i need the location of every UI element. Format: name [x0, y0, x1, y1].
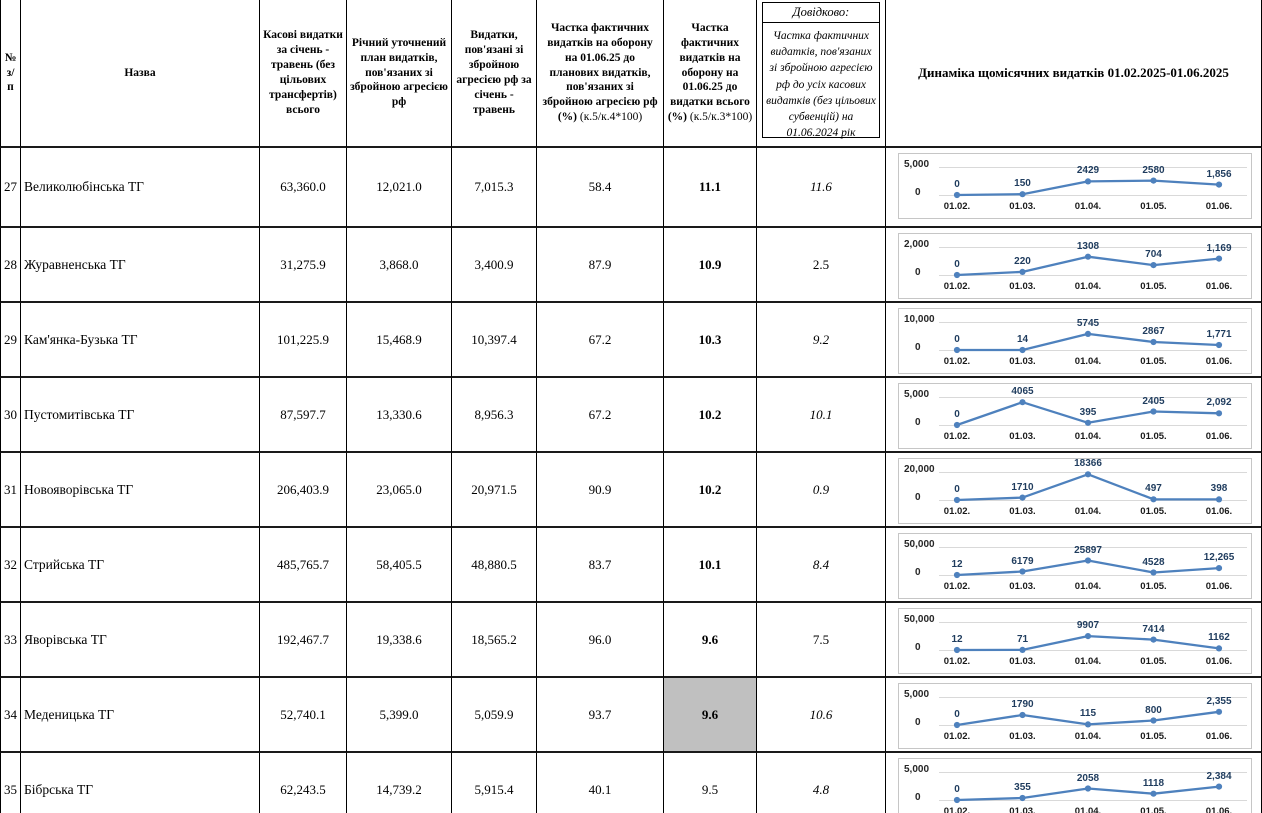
sparkline-chart: 2,000 0 0 220 1308 704 1,169 01.02. 01.03. 01.04. 01.05. 01.06. — [898, 233, 1252, 299]
sparkline-cell — [886, 148, 1262, 228]
pct-of-total-value: 10.3 — [664, 303, 757, 378]
sparkline-chart: 5,000 0 0 4065 395 2405 2,092 01.02. 01.03. 01.04. 01.05. 01.06. — [898, 383, 1252, 449]
defense-expenditures-value: 7,015.3 — [452, 148, 537, 228]
defense-expenditures-value: 5,059.9 — [452, 678, 537, 753]
pct-of-plan-value: 90.9 — [537, 453, 664, 528]
sparkline-chart: 5,000 0 0 355 2058 1118 2,384 01.02. 01.03. 01.04. 01.05. 01.06. — [898, 758, 1252, 813]
sparkline-chart: 5,000 0 0 1790 115 800 2,355 01.02. 01.03. 01.04. 01.05. 01.06. — [898, 683, 1252, 749]
cash-total-value: 62,243.5 — [260, 753, 347, 813]
cash-total-value: 206,403.9 — [260, 453, 347, 528]
reference-box — [762, 2, 880, 138]
header-name: Назва — [21, 0, 260, 148]
header-annual-plan: Річний уточнений план видатків, пов'язаних зі збройною агресією рф — [347, 0, 452, 148]
sparkline-chart: 20,000 0 0 1710 18366 497 398 01.02. 01.03. 01.04. 01.05. 01.06. — [898, 458, 1252, 524]
pct-of-total-value: 10.1 — [664, 528, 757, 603]
reference-pct-value: 2.5 — [757, 228, 886, 303]
row-number: 27 — [0, 148, 21, 228]
defense-expenditures-value: 5,915.4 — [452, 753, 537, 813]
community-name: Яворівська ТГ — [21, 603, 260, 678]
header-row-number: № з/п — [0, 0, 21, 148]
row-number: 34 — [0, 678, 21, 753]
row-number: 32 — [0, 528, 21, 603]
community-name: Журавненська ТГ — [21, 228, 260, 303]
pct-of-total-value: 9.6 — [664, 603, 757, 678]
reference-pct-value: 11.6 — [757, 148, 886, 228]
annual-plan-value: 12,021.0 — [347, 148, 452, 228]
community-name: Кам'янка-Бузька ТГ — [21, 303, 260, 378]
row-number: 29 — [0, 303, 21, 378]
cash-total-value: 192,467.7 — [260, 603, 347, 678]
defense-expenditures-value: 3,400.9 — [452, 228, 537, 303]
annual-plan-value: 58,405.5 — [347, 528, 452, 603]
cash-total-value: 52,740.1 — [260, 678, 347, 753]
pct-of-plan-value: 83.7 — [537, 528, 664, 603]
row-number: 31 — [0, 453, 21, 528]
header-reference — [757, 0, 886, 148]
annual-plan-value: 14,739.2 — [347, 753, 452, 813]
sparkline-cell — [886, 603, 1262, 678]
pct-of-plan-value: 96.0 — [537, 603, 664, 678]
sparkline-chart: 5,000 0 0 150 2429 2580 1,856 01.02. 01.03. 01.04. 01.05. 01.06. — [898, 153, 1252, 219]
pct-of-total-value: 9.5 — [664, 753, 757, 813]
pct-of-plan-value: 58.4 — [537, 148, 664, 228]
header-pct-of-total — [664, 0, 757, 148]
community-name: Меденицька ТГ — [21, 678, 260, 753]
annual-plan-value: 15,468.9 — [347, 303, 452, 378]
header-pct-of-plan — [537, 0, 664, 148]
community-name: Стрийська ТГ — [21, 528, 260, 603]
pct-of-total-value: 10.2 — [664, 378, 757, 453]
row-number: 33 — [0, 603, 21, 678]
sparkline-chart: 50,000 0 12 6179 25897 4528 12,265 01.02. 01.03. 01.04. 01.05. 01.06. — [898, 533, 1252, 599]
cash-total-value: 101,225.9 — [260, 303, 347, 378]
sparkline-cell — [886, 453, 1262, 528]
reference-description: Частка фактичних видатків, пов'язаних зі збройною агресією рф до усіх касових видатків (без цільових субвенцій) на 01.06.2024 рік — [766, 30, 876, 139]
annual-plan-value: 13,330.6 — [347, 378, 452, 453]
row-number: 35 — [0, 753, 21, 813]
annual-plan-value: 23,065.0 — [347, 453, 452, 528]
cash-total-value: 31,275.9 — [260, 228, 347, 303]
pct-of-total-value: 9.6 — [664, 678, 757, 753]
annual-plan-value: 3,868.0 — [347, 228, 452, 303]
cash-total-value: 485,765.7 — [260, 528, 347, 603]
defense-expenditures-value: 48,880.5 — [452, 528, 537, 603]
header-pct-of-plan-formula: (к.5/к.4*100) — [579, 111, 643, 124]
header-pct-of-total-text: Частка фактичних видатків на оборону на 01.06.25 до видатки всього (%) — [667, 21, 750, 124]
cash-total-value: 87,597.7 — [260, 378, 347, 453]
reference-pct-value: 8.4 — [757, 528, 886, 603]
sparkline-cell — [886, 753, 1262, 813]
sparkline-chart: 10,000 0 0 14 5745 2867 1,771 01.02. 01.03. 01.04. 01.05. 01.06. — [898, 308, 1252, 374]
pct-of-plan-value: 67.2 — [537, 303, 664, 378]
cash-total-value: 63,360.0 — [260, 148, 347, 228]
pct-of-plan-value: 40.1 — [537, 753, 664, 813]
annual-plan-value: 5,399.0 — [347, 678, 452, 753]
annual-plan-value: 19,338.6 — [347, 603, 452, 678]
sparkline-chart: 50,000 0 12 71 9907 7414 1162 01.02. 01.03. 01.04. 01.05. 01.06. — [898, 608, 1252, 674]
reference-pct-value: 4.8 — [757, 753, 886, 813]
reference-pct-value: 10.6 — [757, 678, 886, 753]
pct-of-plan-value: 87.9 — [537, 228, 664, 303]
header-cash-total: Касові видатки за січень - травень (без цільових трансфертів) всього — [260, 0, 347, 148]
sparkline-cell — [886, 528, 1262, 603]
defense-expenditures-value: 10,397.4 — [452, 303, 537, 378]
community-name: Бібрська ТГ — [21, 753, 260, 813]
community-name: Пустомитівська ТГ — [21, 378, 260, 453]
defense-expenditures-value: 18,565.2 — [452, 603, 537, 678]
pct-of-total-value: 10.2 — [664, 453, 757, 528]
sparkline-cell — [886, 678, 1262, 753]
row-number: 30 — [0, 378, 21, 453]
defense-expenditures-value: 8,956.3 — [452, 378, 537, 453]
pct-of-total-value: 11.1 — [664, 148, 757, 228]
reference-pct-value: 0.9 — [757, 453, 886, 528]
pct-of-plan-value: 93.7 — [537, 678, 664, 753]
header-pct-of-total-formula: (к.5/к.3*100) — [689, 111, 753, 124]
reference-pct-value: 9.2 — [757, 303, 886, 378]
pct-of-plan-value: 67.2 — [537, 378, 664, 453]
sparkline-cell — [886, 378, 1262, 453]
row-number: 28 — [0, 228, 21, 303]
header-defense-expenditures: Видатки, пов'язані зі збройною агресією рф за січень - травень — [452, 0, 537, 148]
community-name: Новояворівська ТГ — [21, 453, 260, 528]
sparkline-cell — [886, 228, 1262, 303]
sparkline-cell — [886, 303, 1262, 378]
reference-label: Довідково: — [763, 3, 879, 23]
header-pct-of-plan-text: Частка фактичних видатків на оборону на 01.06.25 до планових видатків, пов'язаних зі збройною агресією рф (%) — [542, 21, 658, 124]
reference-pct-value: 7.5 — [757, 603, 886, 678]
pct-of-total-value: 10.9 — [664, 228, 757, 303]
defense-expenditures-value: 20,971.5 — [452, 453, 537, 528]
community-name: Великолюбінська ТГ — [21, 148, 260, 228]
reference-pct-value: 10.1 — [757, 378, 886, 453]
header-chart-column: Динаміка щомісячних видатків 01.02.2025-01.06.2025 — [886, 0, 1262, 148]
